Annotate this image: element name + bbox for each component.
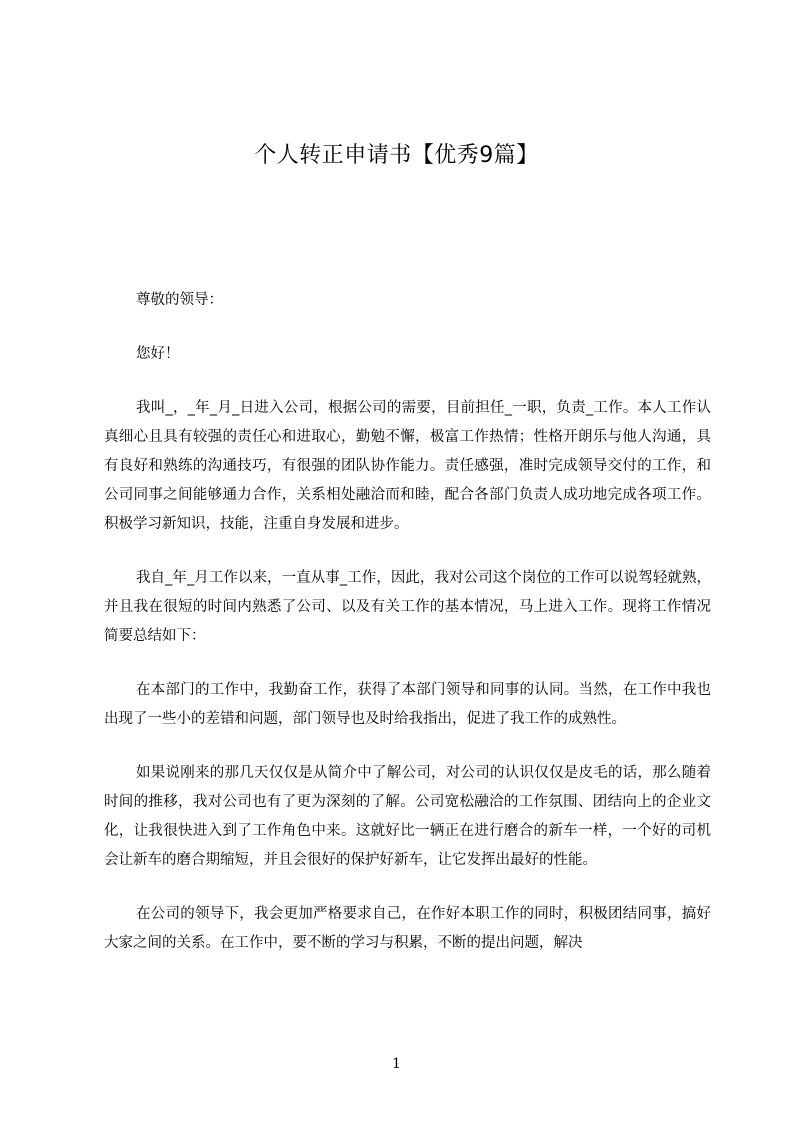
page-number: 1 xyxy=(392,1056,401,1072)
body-paragraph: 我自_年_月工作以来，一直从事_工作，因此，我对公司这个岗位的工作可以说驾轻就熟，并且我在很短的时间内熟悉了公司、以及有关工作的基本情况，马上进入工作。现将工作情况简要总结如下： xyxy=(104,570,711,644)
greeting: 您好！ xyxy=(136,346,180,362)
salutation: 尊敬的领导： xyxy=(136,292,223,308)
body-paragraph: 如果说刚来的那几天仅仅是从简介中了解公司，对公司的认识仅仅是皮毛的话，那么随着时间的推移，我对公司也有了更为深刻的了解。公司宽松融洽的工作氛围、团结向上的企业文化，让我很快进入到了工作角色中来。这就好比一辆正在进行磨合的新车一样，一个好的司机会让新车的磨合期缩短，并且会很好的保护好新车，让它发挥出最好的性能。 xyxy=(104,765,711,868)
body-paragraph: 在本部门的工作中，我勤奋工作，获得了本部门领导和同事的认同。当然，在工作中我也出现了一些小的差错和问题，部门领导也及时给我指出，促进了我工作的成熟性。 xyxy=(104,682,711,727)
body-paragraph: 我叫_，_年_月_日进入公司，根据公司的需要，目前担任_一职，负责_工作。本人工作认真细心且具有较强的责任心和进取心，勤勉不懈，极富工作热情；性格开朗乐与他人沟通，具有良好和熟练的沟通技巧，有很强的团队协作能力。责任感强，准时完成领导交付的工作，和公司同事之间能够通力合作，关系相处融洽而和睦，配合各部门负责人成功地完成各项工作。积极学习新知识，技能，注重自身发展和进步。 xyxy=(104,400,711,532)
document-body xyxy=(104,286,711,958)
body-paragraph: 在公司的领导下，我会更加严格要求自己，在作好本职工作的同时，积极团结同事，搞好大家之间的关系。在工作中，要不断的学习与积累，不断的提出问题，解决 xyxy=(104,906,711,951)
document-title: 个人转正申请书【优秀9篇】 xyxy=(254,143,539,168)
